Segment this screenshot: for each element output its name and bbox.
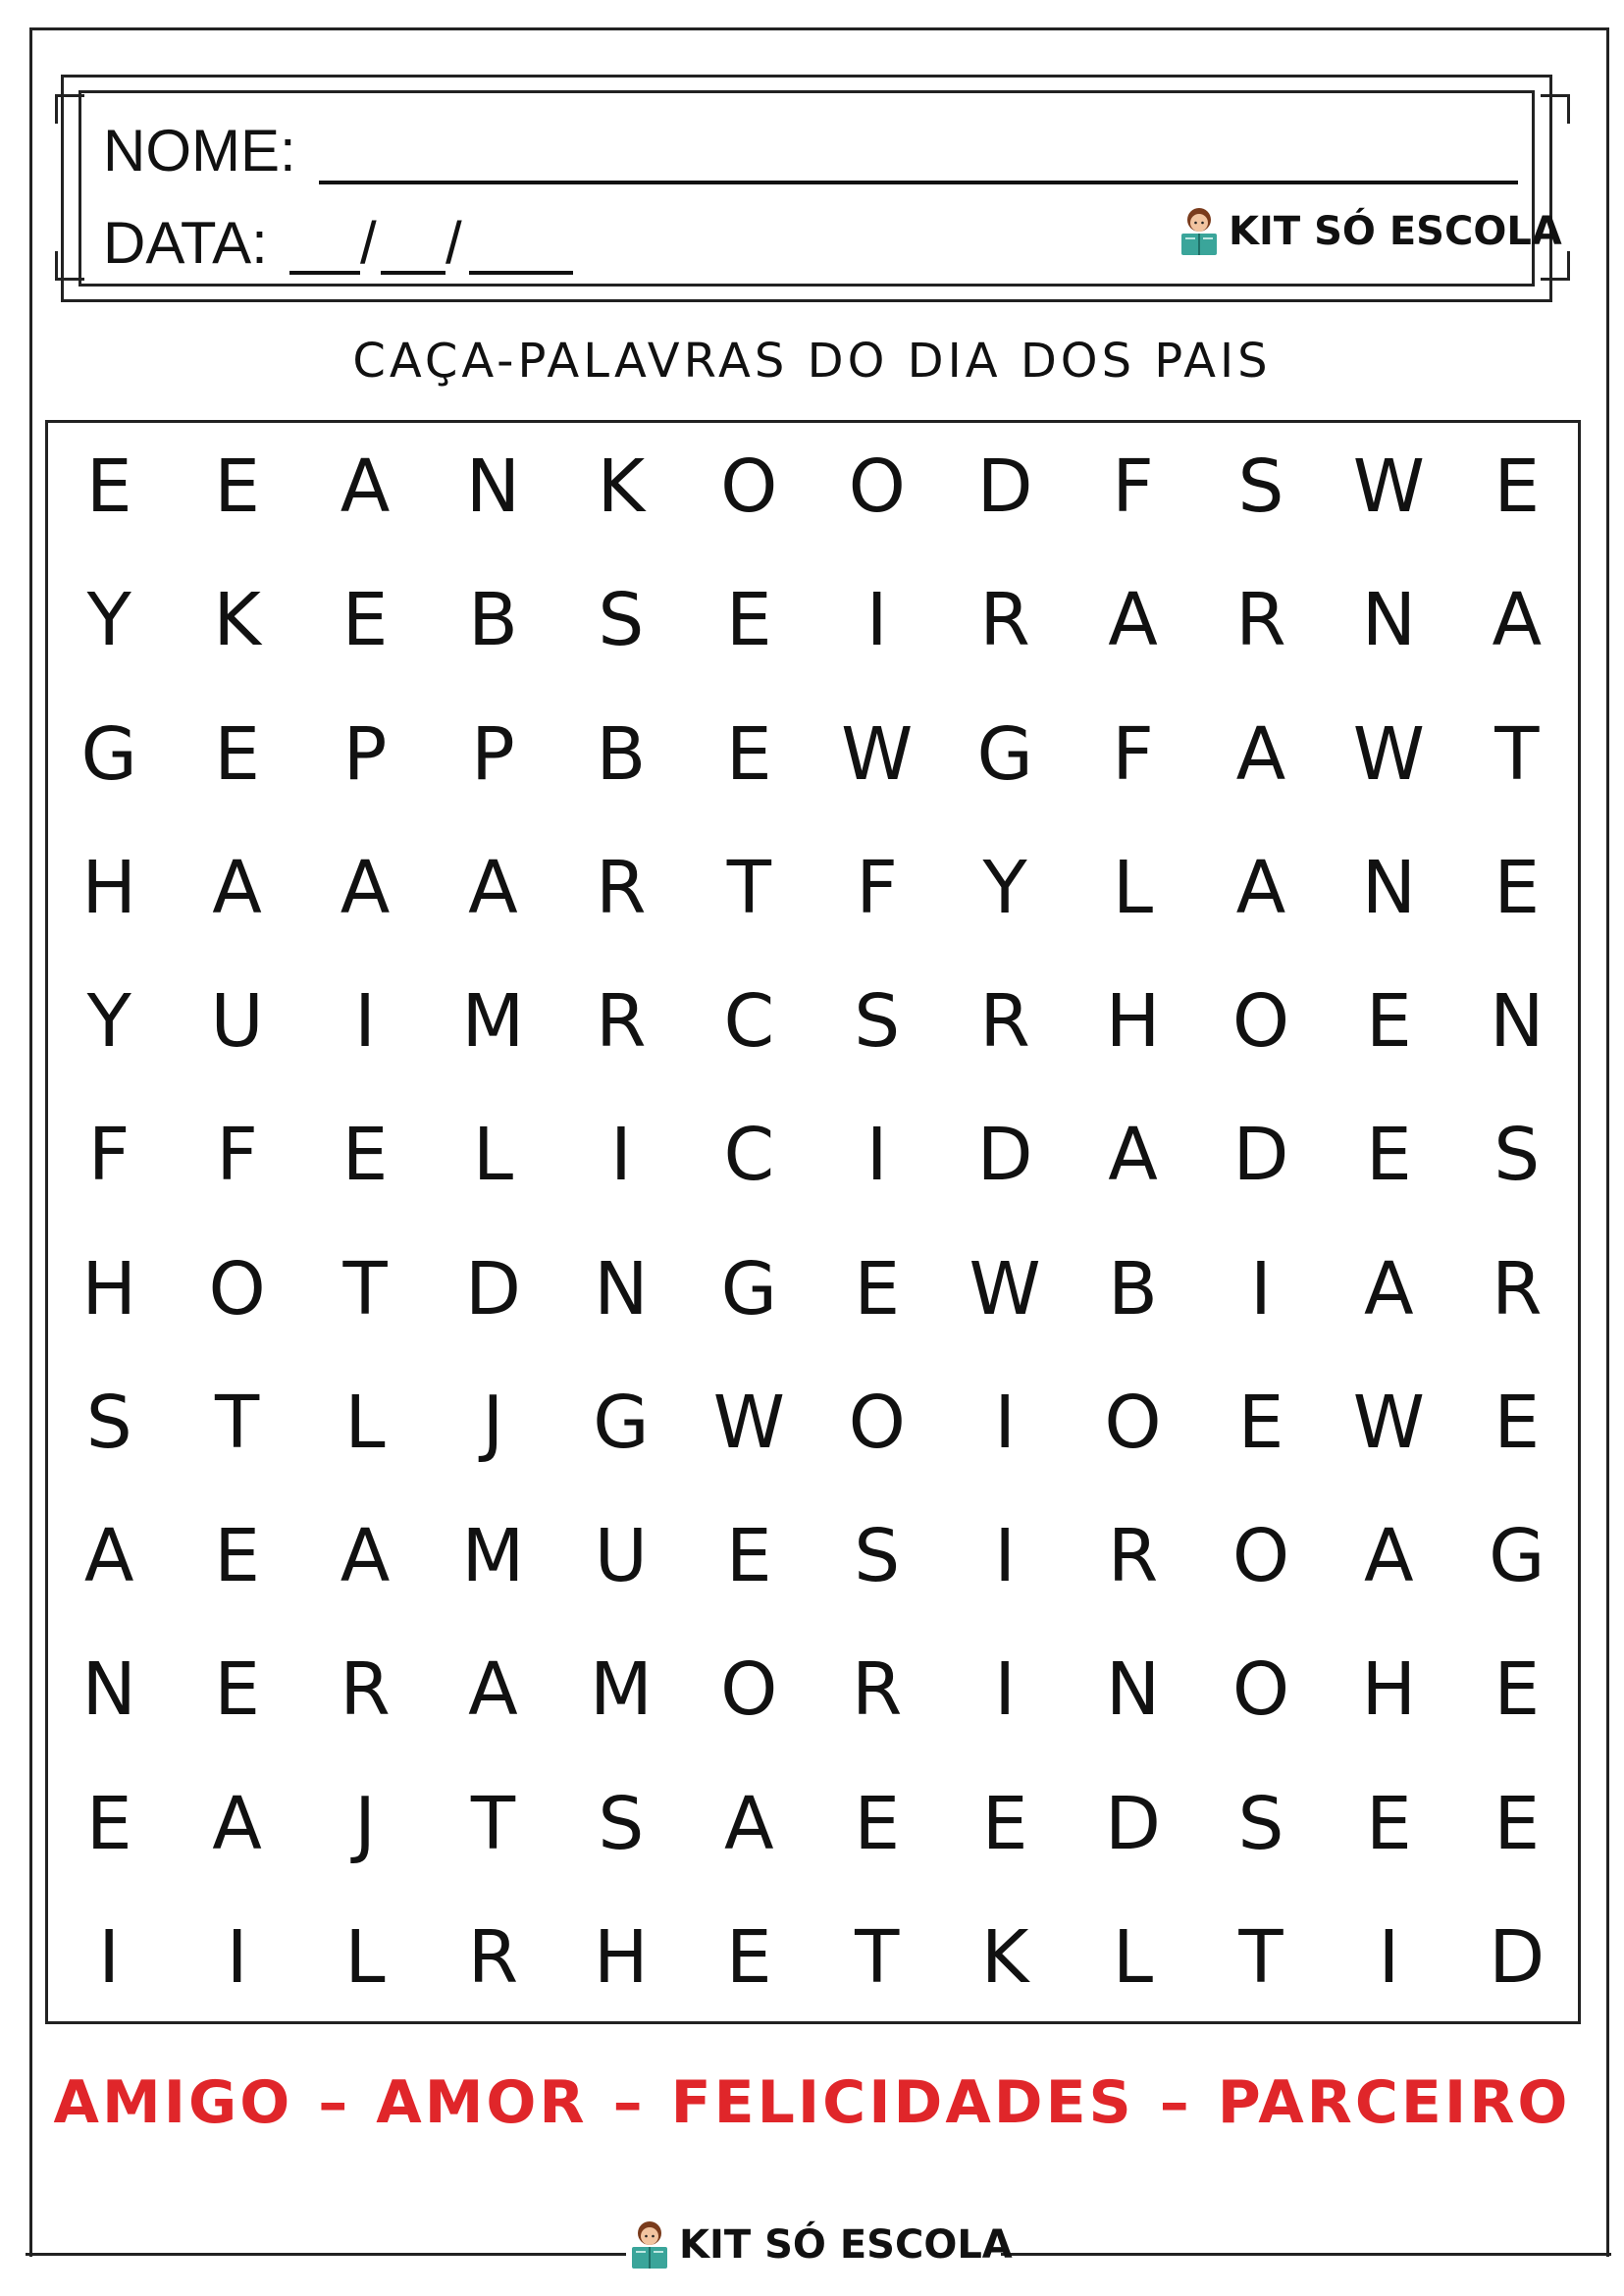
grid-letter[interactable]: R: [979, 578, 1030, 663]
grid-letter[interactable]: B: [1108, 1246, 1158, 1331]
grid-letter[interactable]: F: [1112, 711, 1154, 797]
grid-letter[interactable]: I: [1378, 1914, 1400, 2000]
grid-letter[interactable]: E: [1493, 845, 1541, 930]
date-month-field[interactable]: [381, 271, 445, 275]
grid-letter[interactable]: E: [214, 1514, 260, 1599]
grid-letter[interactable]: F: [87, 1113, 131, 1198]
grid-letter[interactable]: E: [85, 444, 132, 530]
grid-letter[interactable]: L: [1112, 1914, 1154, 2000]
grid-letter[interactable]: L: [344, 1914, 386, 2000]
grid-letter[interactable]: R: [596, 845, 647, 930]
grid-letter[interactable]: I: [609, 1113, 632, 1198]
grid-letter[interactable]: E: [1365, 1113, 1412, 1198]
grid-letter[interactable]: I: [354, 979, 376, 1065]
grid-letter[interactable]: W: [1352, 711, 1425, 797]
grid-letter[interactable]: A: [340, 1514, 391, 1599]
grid-letter[interactable]: E: [854, 1246, 901, 1331]
grid-letter[interactable]: T: [1238, 1914, 1283, 2000]
grid-letter[interactable]: K: [213, 578, 261, 663]
grid-letter[interactable]: H: [81, 845, 137, 930]
grid-letter[interactable]: E: [214, 711, 260, 797]
footer-rule-left: [26, 2253, 626, 2256]
grid-letter[interactable]: E: [725, 711, 772, 797]
word-separator: –: [1159, 2068, 1192, 2137]
grid-letter[interactable]: K: [980, 1914, 1029, 2000]
header-corner: [1541, 94, 1570, 124]
grid-letter[interactable]: S: [854, 979, 901, 1065]
grid-letter[interactable]: T: [470, 1781, 516, 1866]
grid-letter[interactable]: E: [725, 578, 772, 663]
grid-letter[interactable]: L: [472, 1113, 514, 1198]
grid-letter[interactable]: G: [720, 1246, 777, 1331]
grid-letter[interactable]: N: [1490, 979, 1545, 1065]
grid-letter[interactable]: E: [85, 1781, 132, 1866]
grid-letter[interactable]: E: [341, 1113, 389, 1198]
grid-letter[interactable]: G: [1489, 1514, 1545, 1599]
page-title: CAÇA-PALAVRAS DO DIA DOS PAIS: [352, 334, 1272, 389]
grid-letter[interactable]: N: [81, 1647, 136, 1733]
grid-letter[interactable]: G: [593, 1380, 650, 1465]
grid-letter[interactable]: R: [596, 979, 647, 1065]
grid-letter[interactable]: F: [856, 845, 898, 930]
grid-letter[interactable]: T: [855, 1914, 900, 2000]
grid-letter[interactable]: D: [1232, 1113, 1289, 1198]
grid-letter[interactable]: N: [1105, 1647, 1161, 1733]
word-list-item: PARCEIRO: [1217, 2068, 1571, 2137]
grid-letter[interactable]: U: [210, 979, 264, 1065]
grid-letter[interactable]: O: [1104, 1380, 1162, 1465]
grid-letter[interactable]: S: [598, 1781, 645, 1866]
grid-letter[interactable]: E: [1237, 1380, 1284, 1465]
grid-letter[interactable]: A: [1108, 578, 1158, 663]
date-year-field[interactable]: [469, 271, 573, 275]
grid-letter[interactable]: I: [226, 1914, 248, 2000]
grid-letter[interactable]: A: [340, 845, 391, 930]
grid-letter[interactable]: A: [1235, 845, 1286, 930]
grid-letter[interactable]: E: [725, 1914, 772, 2000]
grid-letter[interactable]: O: [848, 444, 906, 530]
grid-letter[interactable]: O: [1231, 979, 1290, 1065]
grid-letter[interactable]: E: [1493, 1647, 1541, 1733]
date-day-field[interactable]: [289, 271, 360, 275]
grid-letter[interactable]: B: [596, 711, 647, 797]
brand-logo: [1178, 206, 1562, 257]
grid-letter[interactable]: G: [976, 711, 1033, 797]
grid-letter[interactable]: H: [81, 1246, 137, 1331]
grid-letter[interactable]: O: [1231, 1647, 1290, 1733]
grid-letter[interactable]: E: [854, 1781, 901, 1866]
grid-letter[interactable]: K: [597, 444, 646, 530]
grid-letter[interactable]: P: [342, 711, 388, 797]
grid-letter[interactable]: R: [979, 979, 1030, 1065]
brand-name: KIT SÓ ESCOLA: [1229, 209, 1562, 254]
grid-letter[interactable]: I: [1250, 1246, 1272, 1331]
grid-letter[interactable]: S: [598, 578, 645, 663]
grid-letter[interactable]: S: [1237, 444, 1284, 530]
grid-letter[interactable]: W: [712, 1380, 785, 1465]
girl-reading-book-icon: [1178, 206, 1221, 257]
grid-letter[interactable]: N: [1361, 845, 1417, 930]
grid-letter[interactable]: D: [976, 1113, 1033, 1198]
grid-letter[interactable]: P: [471, 711, 515, 797]
footer-brand-name: KIT SÓ ESCOLA: [679, 2222, 1013, 2268]
nome-label: NOME:: [103, 118, 296, 183]
grid-letter[interactable]: A: [1235, 711, 1286, 797]
word-list: [0, 2068, 1624, 2137]
grid-letter[interactable]: R: [1107, 1514, 1159, 1599]
grid-letter[interactable]: E: [341, 578, 389, 663]
grid-letter[interactable]: F: [1112, 444, 1154, 530]
grid-letter[interactable]: M: [461, 1514, 525, 1599]
grid-letter[interactable]: E: [1365, 1781, 1412, 1866]
grid-letter[interactable]: R: [1492, 1246, 1543, 1331]
header-corner: [55, 94, 84, 124]
grid-letter[interactable]: W: [1352, 1380, 1425, 1465]
grid-letter[interactable]: D: [976, 444, 1033, 530]
grid-letter[interactable]: W: [1352, 444, 1425, 530]
grid-letter[interactable]: R: [1235, 578, 1286, 663]
word-search-grid: [45, 420, 1581, 2024]
grid-letter[interactable]: M: [589, 1647, 653, 1733]
footer-rule-right: [1001, 2253, 1611, 2256]
grid-letter[interactable]: A: [1364, 1246, 1414, 1331]
grid-letter[interactable]: N: [1361, 578, 1417, 663]
grid-letter[interactable]: R: [851, 1647, 903, 1733]
grid-letter[interactable]: E: [214, 444, 260, 530]
grid-letter[interactable]: W: [841, 711, 914, 797]
footer-brand-logo: [628, 2219, 1013, 2270]
grid-letter[interactable]: C: [723, 979, 775, 1065]
grid-letter[interactable]: O: [1231, 1514, 1290, 1599]
grid-letter[interactable]: E: [981, 1781, 1028, 1866]
word-list-item: AMOR: [376, 2068, 588, 2137]
word-separator: –: [612, 2068, 646, 2137]
grid-letter[interactable]: E: [725, 1514, 772, 1599]
grid-letter[interactable]: E: [214, 1647, 260, 1733]
grid-letter[interactable]: A: [1492, 578, 1543, 663]
header-box-inner: [79, 90, 1535, 287]
grid-letter[interactable]: D: [1105, 1781, 1162, 1866]
grid-letter[interactable]: I: [98, 1914, 121, 2000]
grid-letter[interactable]: H: [1105, 979, 1161, 1065]
grid-letter[interactable]: E: [1365, 979, 1412, 1065]
grid-letter[interactable]: E: [1493, 1380, 1541, 1465]
grid-letter[interactable]: T: [342, 1246, 388, 1331]
grid-letter[interactable]: R: [340, 1647, 391, 1733]
word-list-item: FELICIDADES: [670, 2068, 1134, 2137]
grid-letter[interactable]: R: [467, 1914, 519, 2000]
grid-letter[interactable]: A: [212, 1781, 262, 1866]
grid-letter[interactable]: A: [1108, 1113, 1158, 1198]
data-label: DATA:: [103, 210, 268, 276]
grid-letter[interactable]: A: [212, 845, 262, 930]
grid-letter[interactable]: I: [865, 578, 888, 663]
date-slash: /: [360, 210, 377, 276]
grid-letter[interactable]: B: [468, 578, 518, 663]
grid-letter[interactable]: H: [1361, 1647, 1417, 1733]
grid-letter[interactable]: I: [994, 1647, 1017, 1733]
grid-letter[interactable]: D: [464, 1246, 521, 1331]
grid-letter[interactable]: G: [80, 711, 137, 797]
grid-letter[interactable]: O: [848, 1380, 906, 1465]
grid-letter[interactable]: U: [594, 1514, 648, 1599]
grid-letter[interactable]: M: [461, 979, 525, 1065]
date-slash: /: [445, 210, 462, 276]
grid-letter[interactable]: W: [969, 1246, 1041, 1331]
grid-letter[interactable]: J: [354, 1781, 376, 1866]
grid-letter[interactable]: H: [594, 1914, 649, 2000]
grid-letter[interactable]: N: [465, 444, 521, 530]
grid-letter[interactable]: S: [85, 1380, 132, 1465]
grid-letter[interactable]: I: [994, 1514, 1017, 1599]
header-corner: [55, 251, 84, 281]
grid-letter[interactable]: L: [344, 1380, 386, 1465]
grid-letter[interactable]: A: [723, 1781, 774, 1866]
grid-letter[interactable]: Y: [86, 578, 131, 663]
grid-letter[interactable]: O: [720, 1647, 778, 1733]
grid-letter[interactable]: A: [83, 1514, 134, 1599]
grid-letter[interactable]: S: [1493, 1113, 1541, 1198]
grid-letter[interactable]: T: [215, 1380, 260, 1465]
grid-letter[interactable]: Y: [982, 845, 1027, 930]
grid-letter[interactable]: S: [854, 1514, 901, 1599]
girl-reading-book-icon: [628, 2219, 671, 2270]
grid-letter[interactable]: C: [723, 1113, 775, 1198]
grid-letter[interactable]: T: [726, 845, 771, 930]
grid-letter[interactable]: A: [468, 1647, 518, 1733]
grid-letter[interactable]: L: [1112, 845, 1154, 930]
grid-letter[interactable]: S: [1237, 1781, 1284, 1866]
word-list-item: AMIGO: [53, 2068, 293, 2137]
word-separator: –: [318, 2068, 351, 2137]
grid-letter[interactable]: F: [216, 1113, 258, 1198]
grid-letter[interactable]: J: [482, 1380, 504, 1465]
grid-letter[interactable]: Y: [86, 979, 131, 1065]
grid-letter[interactable]: A: [340, 444, 391, 530]
grid-letter[interactable]: N: [594, 1246, 649, 1331]
grid-letter[interactable]: E: [1493, 444, 1541, 530]
grid-letter[interactable]: T: [1494, 711, 1540, 797]
grid-letter[interactable]: A: [468, 845, 518, 930]
grid-letter[interactable]: O: [208, 1246, 266, 1331]
grid-letter[interactable]: E: [1493, 1781, 1541, 1866]
nome-field[interactable]: [319, 181, 1518, 184]
grid-letter[interactable]: I: [994, 1380, 1017, 1465]
grid-letter[interactable]: D: [1489, 1914, 1545, 2000]
grid-letter[interactable]: O: [720, 444, 778, 530]
grid-letter[interactable]: I: [865, 1113, 888, 1198]
grid-letter[interactable]: A: [1364, 1514, 1414, 1599]
